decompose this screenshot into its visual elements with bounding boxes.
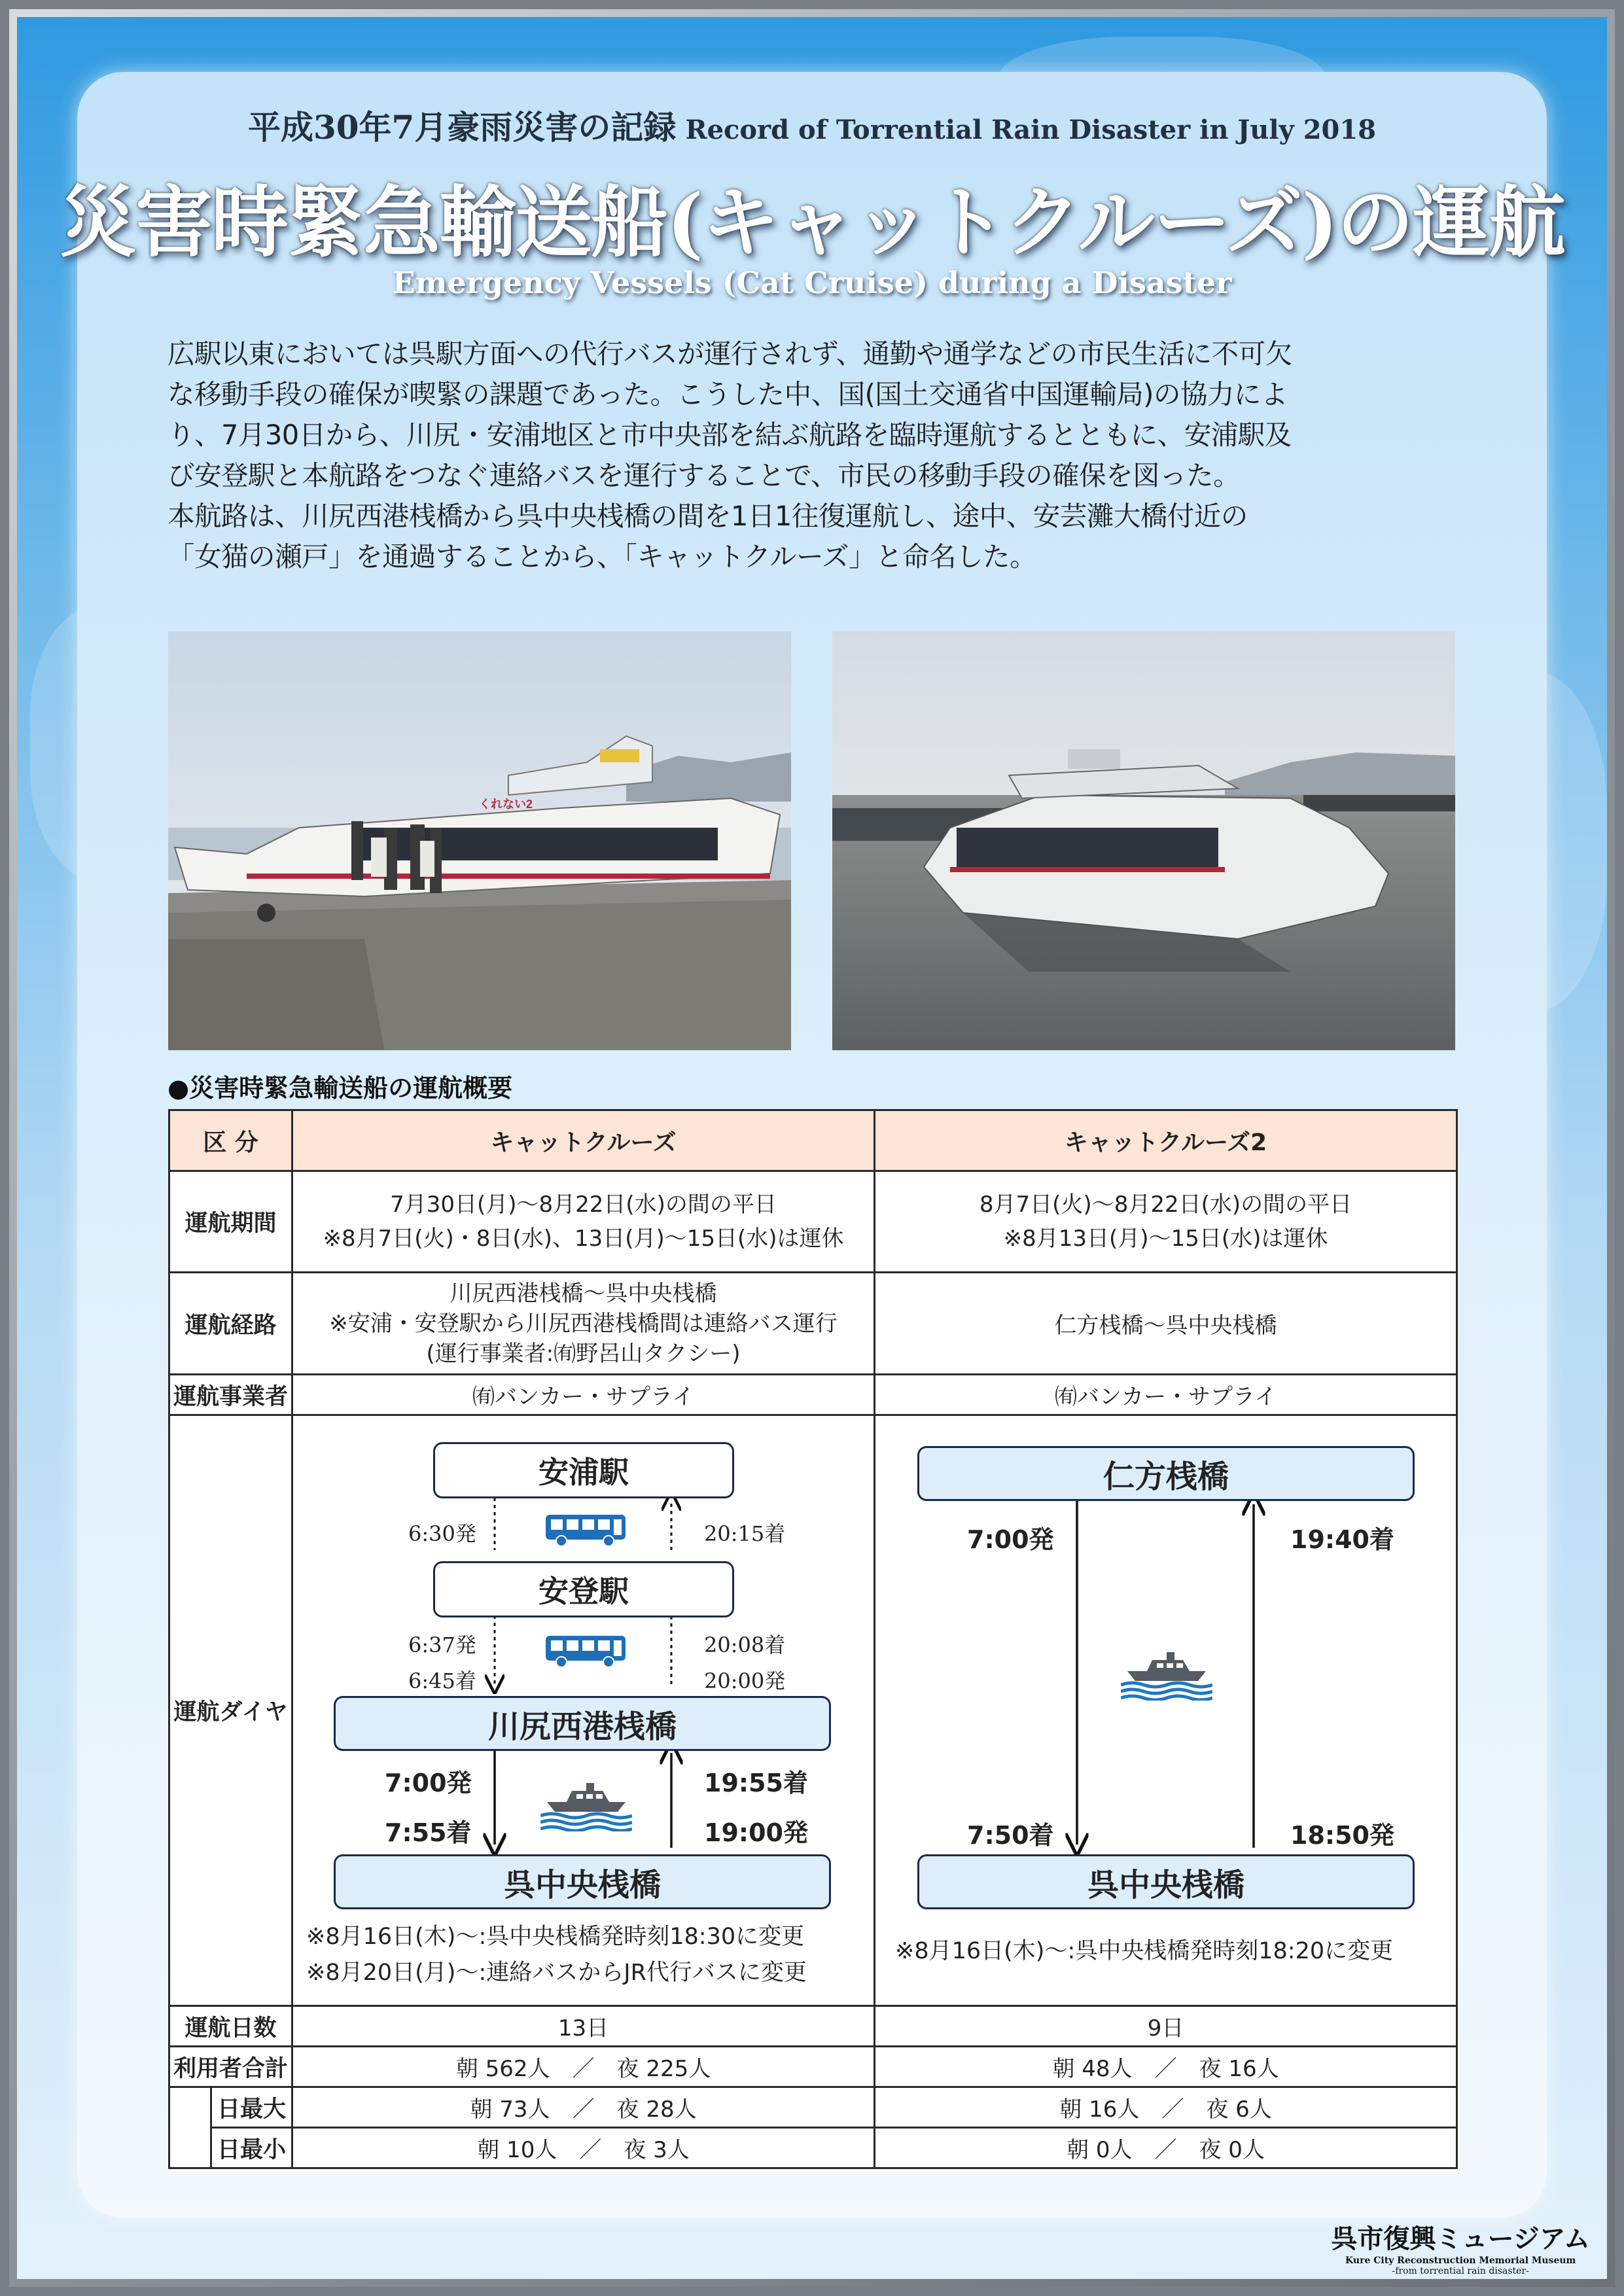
bus-icon <box>543 1632 628 1671</box>
header-cat-cruise: キャットクルーズ <box>292 1110 875 1171</box>
total-cell-1: 朝 562人 ／ 夜 225人 <box>292 2047 875 2087</box>
schedule-diagram-1 <box>293 1416 874 2005</box>
row-label-operator: 運航事業者 <box>169 1375 292 1415</box>
table-row-min <box>169 2128 1457 2168</box>
station-nigata: 仁方桟橋 <box>917 1446 1415 1501</box>
time-nigata-dep: 7:00発 <box>967 1525 1054 1554</box>
row-label-route: 運航経路 <box>169 1273 292 1375</box>
header-category: 区 分 <box>169 1110 292 1171</box>
record-subtitle <box>0 101 1624 149</box>
time-ato-dep: 6:37発 <box>408 1633 476 1657</box>
logo-tagline: -from torrential rain disaster- <box>1392 2266 1529 2276</box>
photo-boarding-boat <box>168 631 791 1050</box>
intro-line: 「女猫の瀬戸」を通過することから、「キャットクルーズ」と命名した。 <box>168 540 1037 573</box>
table-row-days <box>169 2006 1457 2047</box>
time-yasuura-arr: 20:15着 <box>704 1521 786 1546</box>
route-1-line: ※安浦・安登駅から川尻西港桟橋間は連絡バス運行 <box>329 1310 838 1337</box>
schedule-cell-2 <box>875 1415 1457 2006</box>
row-label-days: 運航日数 <box>169 2006 292 2047</box>
station-ato: 安登駅 <box>433 1561 734 1617</box>
intro-line: 本航路は、川尻西港桟橋から呉中央桟橋の間を1日1往復運航し、途中、安芸灘大橋付近の <box>168 500 1248 532</box>
table-row-max <box>169 2087 1457 2128</box>
station-kawajiri: 川尻西港桟橋 <box>334 1696 831 1751</box>
time-kure-arr-2: 7:50着 <box>967 1821 1054 1850</box>
logo-jp: 呉市復興ミュージアム <box>1331 2223 1590 2254</box>
max-cell-2: 朝 16人 ／ 夜 6人 <box>875 2087 1457 2128</box>
period-2-line: 8月7日(火)～8月22日(水)の間の平日 <box>979 1192 1352 1218</box>
period-cell-2 <box>875 1171 1457 1273</box>
logo-en: Kure City Reconstruction Memorial Museum <box>1345 2255 1576 2266</box>
schedule-arrows-2 <box>875 1416 1458 2005</box>
time-kure-arr: 7:55着 <box>385 1818 472 1847</box>
schedule-diagram-2 <box>875 1416 1456 2005</box>
period-2-line: ※8月13日(月)～15日(水)は運休 <box>1003 1226 1328 1252</box>
time-kawajiri-bus-dep: 20:00発 <box>704 1669 786 1693</box>
operator-cell-2: ㈲バンカー・サプライ <box>875 1375 1457 1415</box>
time-kawajiri-bus-arr: 6:45着 <box>408 1669 476 1693</box>
days-cell-1: 13日 <box>292 2006 875 2047</box>
header-cat-cruise-2: キャットクルーズ2 <box>875 1110 1457 1171</box>
row-label-total: 利用者合計 <box>169 2047 292 2087</box>
operations-table <box>168 1109 1458 2169</box>
table-row-route <box>169 1273 1457 1375</box>
operator-cell-1: ㈲バンカー・サプライ <box>292 1375 875 1415</box>
time-kawajiri-arr: 19:55着 <box>704 1769 808 1797</box>
time-yasuura-dep: 6:30発 <box>408 1521 476 1546</box>
page-title: 災害時緊急輸送船(キャットクルーズ)の運航 <box>60 177 1564 268</box>
intro-text <box>168 334 1463 577</box>
total-cell-2: 朝 48人 ／ 夜 16人 <box>875 2047 1457 2087</box>
period-cell-1 <box>292 1171 875 1273</box>
schedule-cell-1 <box>292 1415 875 2006</box>
ship-icon <box>540 1773 632 1831</box>
table-row-total <box>169 2047 1457 2087</box>
intro-line: り、7月30日から、川尻・安浦地区と市中央部を結ぶ航路を臨時運航するとともに、安浦駅及 <box>168 419 1292 451</box>
route-1-line: 川尻西港桟橋～呉中央桟橋 <box>450 1280 717 1307</box>
schedule-note-2: ※8月20日(月)～:連絡バスからJR代行バスに変更 <box>306 1960 807 1986</box>
table-row-period <box>169 1171 1457 1273</box>
schedule-note-1: ※8月16日(木)～:呉中央桟橋発時刻18:30に変更 <box>306 1924 805 1950</box>
row-label-max: 日最大 <box>211 2087 292 2128</box>
time-kure-dep: 19:00発 <box>704 1818 808 1847</box>
min-cell-1: 朝 10人 ／ 夜 3人 <box>292 2128 875 2168</box>
route-1-line: (運行事業者:㈲野呂山タクシー) <box>426 1340 741 1367</box>
record-subtitle-en: Record of Torrential Rain Disaster in July 2018 <box>685 115 1377 145</box>
table-row-operator <box>169 1375 1457 1415</box>
time-nigata-arr: 19:40着 <box>1290 1525 1394 1554</box>
table-row-schedule <box>169 1415 1457 2006</box>
table-header-row <box>169 1110 1457 1171</box>
record-subtitle-jp: 平成30年7月豪雨災害の記録 <box>247 108 677 147</box>
indent-spacer <box>169 2087 211 2168</box>
max-cell-1: 朝 73人 ／ 夜 28人 <box>292 2087 875 2128</box>
row-label-schedule: 運航ダイヤ <box>169 1415 292 2006</box>
station-kure-chuo-2: 呉中央桟橋 <box>917 1854 1415 1909</box>
section-title: ●災害時緊急輸送船の運航概要 <box>168 1074 513 1103</box>
boat-name-label: くれない2 <box>479 798 533 811</box>
period-1-line: ※8月7日(火)・8日(水)、13日(月)～15日(水)は運休 <box>323 1226 844 1252</box>
route-cell-1 <box>292 1273 875 1375</box>
page-title-en: Emergency Vessels (Cat Cruise) during a Disaster <box>392 265 1232 300</box>
intro-line: 広駅以東においては呉駅方面への代行バスが運行されず、通勤や通学などの市民生活に不可欠 <box>168 338 1292 370</box>
station-kure-chuo: 呉中央桟橋 <box>334 1854 831 1909</box>
time-kure-dep-2: 18:50発 <box>1290 1821 1394 1850</box>
schedule-note-3: ※8月16日(木)～:呉中央桟橋発時刻18:20に変更 <box>895 1938 1394 1964</box>
time-ato-arr: 20:08着 <box>704 1633 786 1657</box>
bus-icon <box>543 1511 628 1550</box>
intro-line: な移動手段の確保が喫緊の課題であった。こうした中、国(国土交通省中国運輸局)の協力によ <box>168 378 1288 410</box>
days-cell-2: 9日 <box>875 2006 1457 2047</box>
time-kawajiri-dep: 7:00発 <box>385 1769 472 1797</box>
museum-logo <box>1331 2218 1590 2276</box>
intro-line: び安登駅と本航路をつなぐ連絡バスを運行することで、市民の移動手段の確保を図った。 <box>168 459 1241 491</box>
photo-arriving-boat <box>832 631 1455 1050</box>
min-cell-2: 朝 0人 ／ 夜 0人 <box>875 2128 1457 2168</box>
route-cell-2: 仁方桟橋～呉中央桟橋 <box>875 1273 1457 1375</box>
period-1-line: 7月30日(月)～8月22日(水)の間の平日 <box>390 1192 777 1218</box>
ship-icon <box>1121 1642 1212 1701</box>
station-yasuura: 安浦駅 <box>433 1442 734 1498</box>
row-label-min: 日最小 <box>211 2128 292 2168</box>
row-label-period: 運航期間 <box>169 1171 292 1273</box>
